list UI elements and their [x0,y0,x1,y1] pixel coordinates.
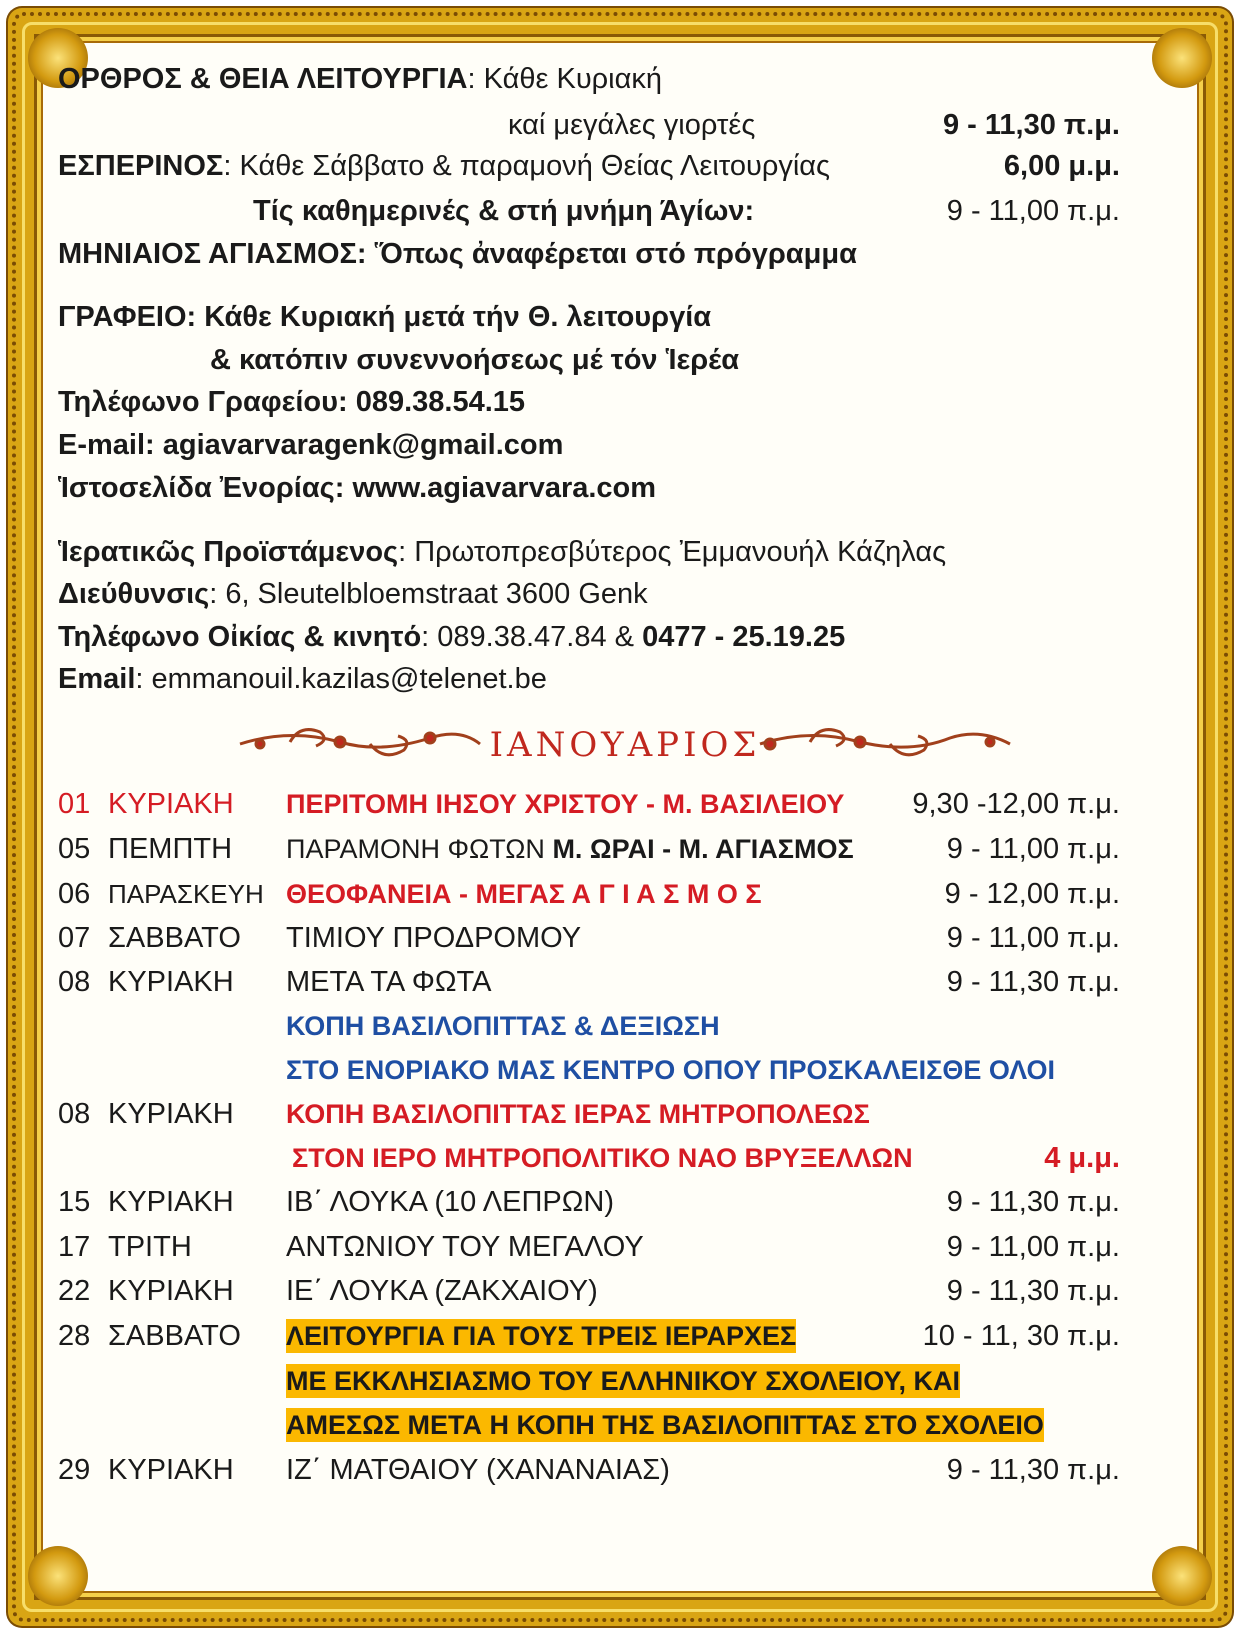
schedule-row [58,1230,1120,1264]
schedule-row [58,1319,1120,1353]
month-banner [230,708,1020,772]
event-name-part: ΠΑΡΑΜΟΝΗ ΦΩΤΩΝ [286,834,553,864]
event-note: ΑΜΕΣΩΣ ΜΕΤΑ Η ΚΟΠΗ ΤΗΣ ΒΑΣΙΛΟΠΙΤΤΑΣ ΣΤΟ ΣΧΟΛΕΙΟ [286,1410,1044,1440]
day-name: ΚΥΡΙΑΚΗ [108,1454,234,1486]
office-phone-label: Τηλέφωνο Γραφείου [58,386,338,418]
day-number: 08 [58,966,91,998]
orthros-line [58,62,662,96]
event-time: 9 - 11,00 π.μ. [946,1231,1120,1263]
event-time: 9 - 12,00 π.μ. [944,878,1120,910]
day-name: ΣΑΒΒΑΤΟ [108,922,241,954]
schedule-row [58,787,1120,821]
event-name: ΜΕΤΑ ΤΑ ΦΩΤΑ [286,966,492,998]
event-name: ΠΕΡΙΤΟΜΗ ΙΗΣΟΥ ΧΡΙΣΤΟΥ - Μ. ΒΑΣΙΛΕΙΟΥ [286,789,845,819]
day-number: 08 [58,1098,91,1130]
event-time: 9,30 -12,00 π.μ. [912,788,1120,820]
address-line [58,577,648,611]
priest-line [58,535,946,569]
office-label: ΓΡΑΦΕΙΟ [58,301,187,333]
day-name: ΚΥΡΙΑΚΗ [108,788,234,820]
home-phone-line [58,620,845,654]
day-number: 22 [58,1275,91,1307]
schedule-row [58,877,1120,911]
event-name: ΙΕ΄ ΛΟΥΚΑ (ΖΑΚΧΑΙΟΥ) [286,1275,598,1307]
website-line[interactable]: Ἱστοσελίδα Ἐνορίας: www.agiavarvara.com [58,472,657,504]
schedule-row-continuation [58,1053,1120,1087]
vespers-line [58,149,830,183]
home-phone-text: : 089.38.47.84 & [421,621,643,653]
event-time: 9 - 11,30 π.μ. [946,966,1120,998]
right-flourish-ornament [760,730,1010,755]
orthros-label: ΟΡΘΡΟΣ & ΘΕΙΑ ΛΕΙΤΟΥΡΓΙΑ [58,63,468,95]
weekdays-time: 9 - 11,00 π.μ. [946,195,1120,227]
event-name: ΙΒ΄ ΛΟΥΚΑ (10 ΛΕΠΡΩΝ) [286,1186,615,1218]
schedule-row [58,1453,1120,1487]
schedule-row [58,965,1120,999]
event-name: ΘΕΟΦΑΝΕΙΑ - ΜΕΓΑΣ Α Γ Ι Α Σ Μ Ο Σ [286,879,762,909]
schedule-row-continuation [58,1141,1120,1175]
day-number: 28 [58,1320,91,1352]
day-name: ΚΥΡΙΑΚΗ [108,1275,234,1307]
event-note: ΣΤΟΝ ΙΕΡΟ ΜΗΤΡΟΠΟΛΙΤΙΚΟ ΝΑΟ ΒΡΥΞΕΛΛΩΝ [292,1143,913,1173]
event-name [286,832,854,866]
day-name: ΠΑΡΑΣΚΕΥΗ [108,879,264,909]
frame-corner-ornament [1152,28,1212,88]
event-time: 10 - 11, 30 π.μ. [922,1320,1120,1352]
day-name: ΠΕΜΠΤΗ [108,833,233,865]
office-line [58,300,711,334]
email-line[interactable]: E-mail: agiavarvaragenk@gmail.com [58,429,564,461]
vespers-label: ΕΣΠΕΡΙΝΟΣ [58,150,224,182]
schedule-row [58,1185,1120,1219]
schedule-row [58,832,1120,866]
schedule-row [58,1274,1120,1308]
event-note: ΜΕ ΕΚΚΛΗΣΙΑΣΜΟ ΤΟΥ ΕΛΛΗΝΙΚΟΥ ΣΧΟΛΕΙΟΥ, ΚΑΙ [286,1366,961,1396]
orthros-text: : Κάθε Κυριακή [467,63,663,95]
event-note: ΚΟΠΗ ΒΑΣΙΛΟΠΙΤΤΑΣ & ΔΕΞΙΩΣΗ [286,1011,720,1041]
home-phone-label: Τηλέφωνο Οἰκίας & κινητό [58,621,422,653]
feasts-text: καί μεγάλες γιορτές [508,109,756,141]
priest-text: : Πρωτοπρεσβύτερος Ἐμμανουήλ Κάζηλας [398,536,947,568]
left-flourish-ornament [240,730,480,755]
frame-corner-ornament [1152,1546,1212,1606]
event-time: 9 - 11,30 π.μ. [946,1186,1120,1218]
event-note: ΣΤΟ ΕΝΟΡΙΑΚΟ ΜΑΣ ΚΕΝΤΡΟ ΟΠΟΥ ΠΡΟΣΚΑΛΕΙΣΘΕ ΟΛΟΙ [286,1055,1055,1085]
office-text: : Κάθε Κυριακή μετά τήν Θ. λειτουργία [186,301,712,333]
event-name: ΤΙΜΙΟΥ ΠΡΟΔΡΟΜΟΥ [286,922,582,954]
event-time: 4 μ.μ. [1044,1142,1120,1174]
weekdays-text: Τίς καθημερινές & στή μνήμη Άγίων: [253,195,755,227]
liturgy-time: 9 - 11,30 π.μ. [943,109,1120,141]
schedule-row-continuation [58,1009,1120,1043]
day-name: ΣΑΒΒΑΤΟ [108,1320,241,1352]
mobile-number: 0477 - 25.19.25 [642,621,846,653]
day-number: 07 [58,922,91,954]
priest-email-line [58,662,547,696]
event-time: 9 - 11,00 π.μ. [946,922,1120,954]
address-text: : 6, Sleutelbloemstraat 3600 Genk [209,578,648,610]
monthly-blessing-text: ΜΗΝΙΑΙΟΣ ΑΓΙΑΣΜΟΣ: Ὅπως ἀναφέρεται στό πρόγραμμα [58,238,857,270]
day-number: 15 [58,1186,91,1218]
event-time: 9 - 11,30 π.μ. [946,1275,1120,1307]
office-phone-line [58,385,525,419]
address-label: Διεύθυνσις [58,578,210,610]
priest-email-label: Email [58,663,136,695]
day-name: ΤΡΙΤΗ [108,1231,192,1263]
day-number: 06 [58,878,91,910]
day-name: ΚΥΡΙΑΚΗ [108,1098,234,1130]
office-text-2: & κατόπιν συνεννοήσεως μέ τόν Ἱερέα [210,344,740,376]
schedule-row-continuation [58,1364,1120,1398]
vespers-time: 6,00 μ.μ. [1003,150,1120,182]
priest-email-text[interactable]: : emmanouil.kazilas@telenet.be [135,663,547,695]
schedule-row [58,921,1120,955]
day-number: 05 [58,833,91,865]
schedule-row-continuation [58,1408,1120,1442]
day-number: 01 [58,788,91,820]
day-number: 29 [58,1454,91,1486]
event-name: ΙΖ΄ ΜΑΤΘΑΙΟΥ (ΧΑΝΑΝΑΙΑΣ) [286,1454,670,1486]
event-name-bold: Μ. ΩΡΑΙ - Μ. ΑΓΙΑΣΜΟΣ [552,834,854,864]
event-time: 9 - 11,00 π.μ. [946,833,1120,865]
event-time: 9 - 11,30 π.μ. [946,1454,1120,1486]
event-name: ΛΕΙΤΟΥΡΓΙΑ ΓΙΑ ΤΟΥΣ ΤΡΕΙΣ ΙΕΡΑΡΧΕΣ [286,1321,797,1351]
priest-label: Ἱερατικῶς Προϊστάμενος [58,536,399,568]
day-name: ΚΥΡΙΑΚΗ [108,966,234,998]
month-title: ΙΑΝΟΥΑΡΙΟΣ [489,725,761,765]
event-name: ΚΟΠΗ ΒΑΣΙΛΟΠΙΤΤΑΣ ΙΕΡΑΣ ΜΗΤΡΟΠΟΛΕΩΣ [286,1099,870,1129]
frame-corner-ornament [28,1546,88,1606]
vespers-text: : Κάθε Σάββατο & παραμονή Θείας Λειτουργίας [223,150,831,182]
event-name: ΑΝΤΩΝΙΟΥ ΤΟΥ ΜΕΓΑΛΟΥ [286,1231,644,1263]
day-name: ΚΥΡΙΑΚΗ [108,1186,234,1218]
day-number: 17 [58,1231,91,1263]
office-phone-value: : 089.38.54.15 [338,386,526,418]
schedule-row [58,1097,1120,1131]
